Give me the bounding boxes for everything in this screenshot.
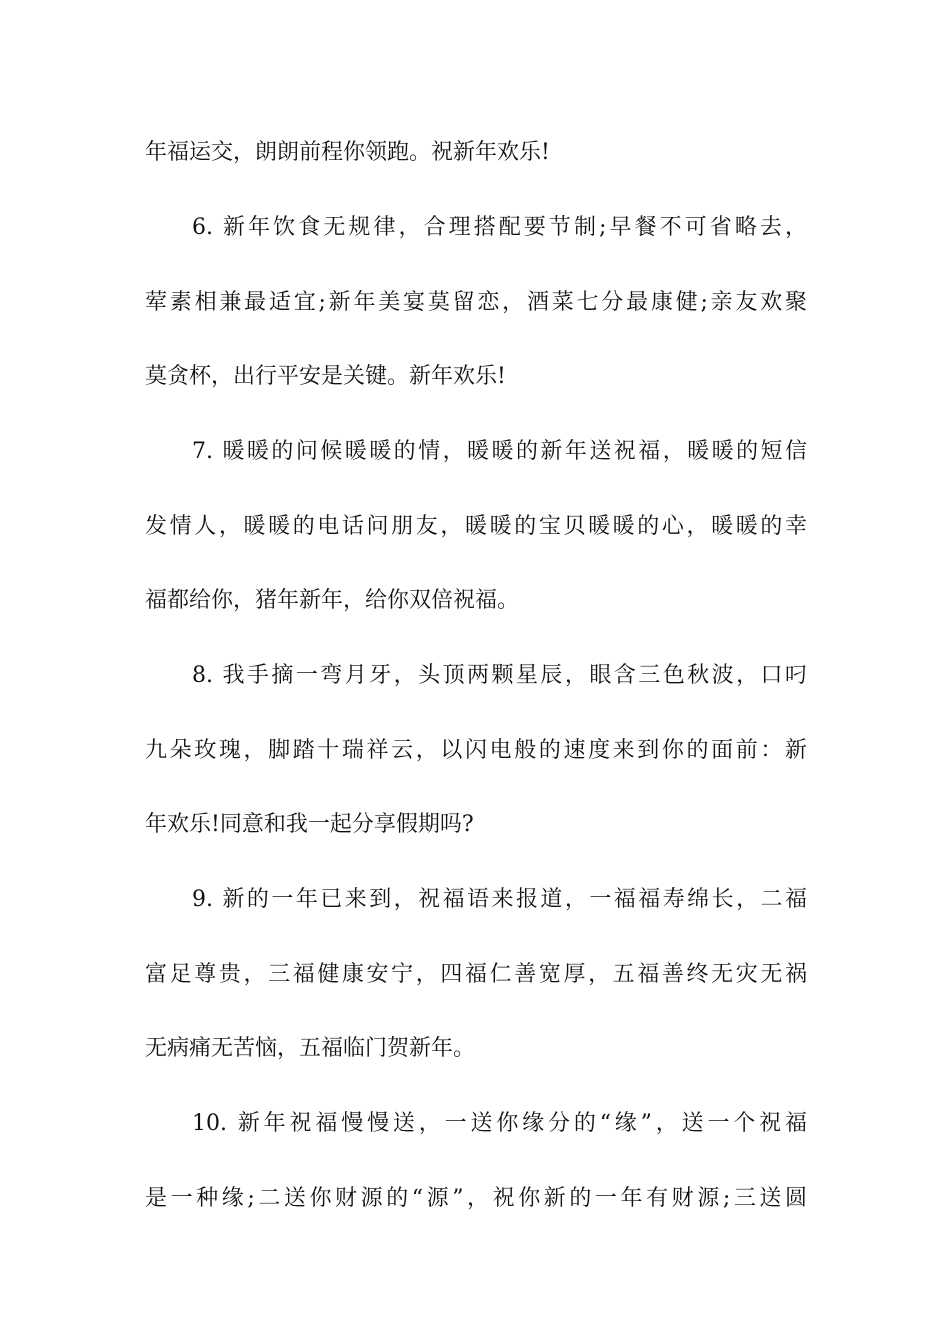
text-line: 九朵玫瑰，脚踏十瑞祥云，以闪电般的速度来到你的面前：新 (145, 738, 807, 763)
list-item-6-first-line: 6. 新年饮食无规律，合理搭配要节制;早餐不可省略去， (192, 215, 807, 240)
text-line: 是一种缘;二送你财源的“源”，祝你新的一年有财源;三送圆 (145, 1186, 807, 1211)
list-item-7-first-line: 7. 暖暖的问候暖暖的情，暖暖的新年送祝福，暖暖的短信 (192, 439, 807, 464)
list-item-10-first-line: 10. 新年祝福慢慢送，一送你缘分的“缘”，送一个祝福 (192, 1111, 807, 1136)
text-line: 年福运交，朗朗前程你领跑。祝新年欢乐! (145, 140, 550, 165)
text-line: 发情人，暖暖的电话问朋友，暖暖的宝贝暖暖的心，暖暖的幸 (145, 514, 807, 539)
text-line: 富足尊贵，三福健康安宁，四福仁善宽厚，五福善终无灾无祸 (145, 962, 807, 987)
text-line: 年欢乐!同意和我一起分享假期吗? (145, 812, 474, 837)
text-line: 莫贪杯，出行平安是关键。新年欢乐! (145, 364, 506, 389)
text-line: 福都给你，猪年新年，给你双倍祝福。 (145, 588, 520, 613)
list-item-9-first-line: 9. 新的一年已来到，祝福语来报道，一福福寿绵长，二福 (192, 887, 807, 912)
text-line: 荤素相兼最适宜;新年美宴莫留恋，酒菜七分最康健;亲友欢聚 (145, 290, 807, 315)
text-line: 无病痛无苦恼，五福临门贺新年。 (145, 1036, 476, 1061)
list-item-8-first-line: 8. 我手摘一弯月牙，头顶两颗星辰，眼含三色秋波，口叼 (192, 663, 807, 688)
